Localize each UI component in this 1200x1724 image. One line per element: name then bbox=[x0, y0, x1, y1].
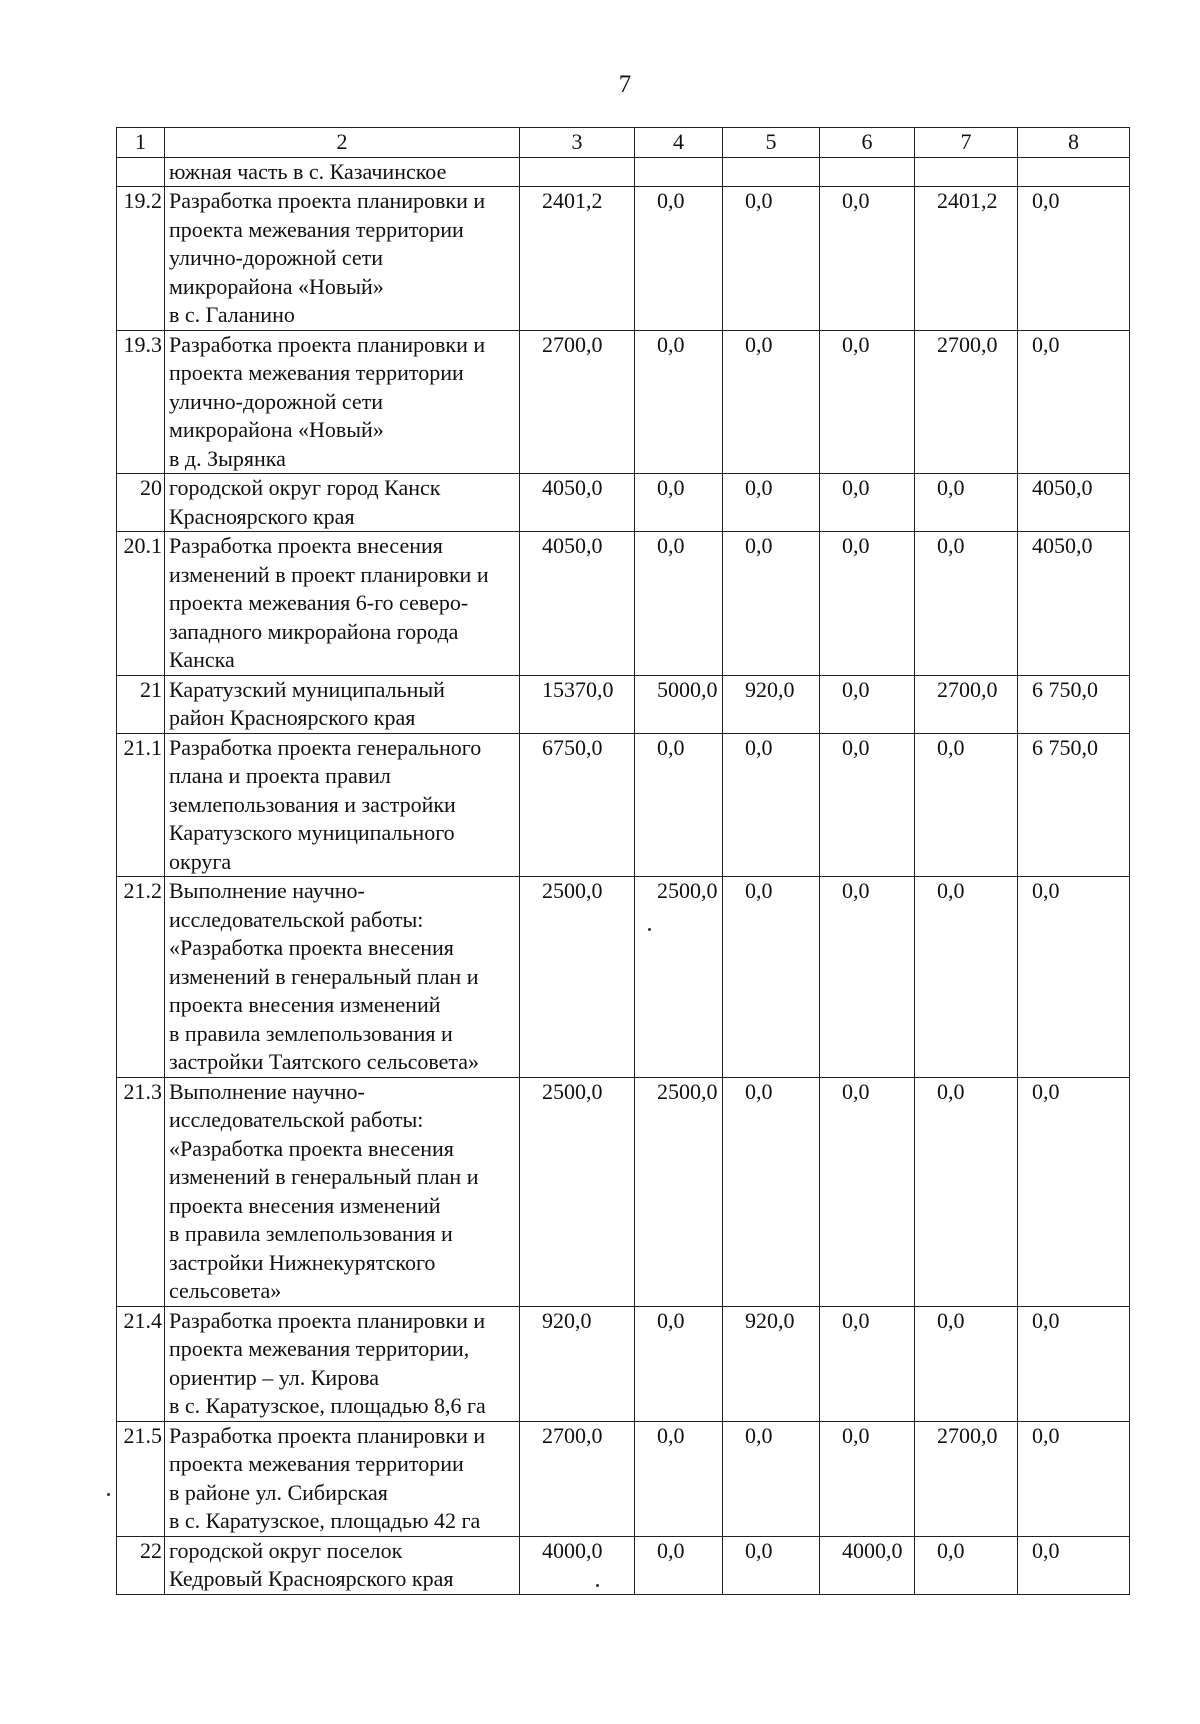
year-cell: 0,0 bbox=[820, 675, 915, 733]
description-cell: Разработка проекта планировки и проекта межевания территории в районе ул. Сибирская в с. Каратузское, площадью 42 га bbox=[165, 1421, 520, 1536]
page-number: 7 bbox=[618, 71, 632, 98]
year-cell bbox=[915, 157, 1018, 187]
table-row bbox=[117, 877, 1130, 1078]
column-header: 8 bbox=[1018, 128, 1130, 158]
total-cell: 6750,0 bbox=[520, 733, 635, 877]
year-cell: 4050,0 bbox=[1018, 474, 1130, 532]
year-cell: 0,0 bbox=[1018, 877, 1130, 1078]
table-row bbox=[117, 474, 1130, 532]
table-header-row bbox=[117, 128, 1130, 158]
year-cell: 0,0 bbox=[635, 1536, 723, 1594]
year-cell: 4050,0 bbox=[1018, 532, 1130, 676]
year-cell: 0,0 bbox=[723, 1536, 820, 1594]
year-cell: 2700,0 bbox=[915, 330, 1018, 474]
year-cell: 0,0 bbox=[723, 474, 820, 532]
year-cell: 0,0 bbox=[820, 1306, 915, 1421]
year-cell: 0,0 bbox=[915, 1536, 1018, 1594]
year-cell: 0,0 bbox=[723, 733, 820, 877]
year-cell: 0,0 bbox=[723, 1077, 820, 1306]
total-cell bbox=[520, 157, 635, 187]
column-header: 7 bbox=[915, 128, 1018, 158]
year-cell: 0,0 bbox=[915, 532, 1018, 676]
year-cell bbox=[820, 157, 915, 187]
year-cell: 0,0 bbox=[1018, 330, 1130, 474]
description-cell: Разработка проекта внесения изменений в проект планировки и проекта межевания 6-го северо- западного микрорайона города Канска bbox=[165, 532, 520, 676]
table-row bbox=[117, 532, 1130, 676]
description-cell: Разработка проекта планировки и проекта межевания территории улично-дорожной сети микрорайона «Новый» в д. Зырянка bbox=[165, 330, 520, 474]
year-cell: 0,0 bbox=[1018, 1077, 1130, 1306]
year-cell: 0,0 bbox=[635, 1306, 723, 1421]
row-number-cell: 21.3 bbox=[117, 1077, 165, 1306]
description-cell: городской округ поселок Кедровый Красноярского края bbox=[165, 1536, 520, 1594]
table-row bbox=[117, 157, 1130, 187]
year-cell: 0,0 bbox=[1018, 1306, 1130, 1421]
year-cell: 4000,0 bbox=[820, 1536, 915, 1594]
year-cell: 0,0 bbox=[1018, 1536, 1130, 1594]
year-cell: 0,0 bbox=[820, 532, 915, 676]
column-header: 4 bbox=[635, 128, 723, 158]
description-cell: Выполнение научно- исследовательской работы: «Разработка проекта внесения изменений в генеральный план и проекта внесения изменений в правила землепользования и застройки Таятского сельсовета» bbox=[165, 877, 520, 1078]
description-cell: Разработка проекта планировки и проекта межевания территории улично-дорожной сети микрорайона «Новый» в с. Галанино bbox=[165, 187, 520, 331]
year-cell: 0,0 bbox=[820, 733, 915, 877]
year-cell: 0,0 bbox=[635, 474, 723, 532]
year-cell: 0,0 bbox=[723, 187, 820, 331]
year-cell: 920,0 bbox=[723, 1306, 820, 1421]
total-cell: 4000,0 bbox=[520, 1536, 635, 1594]
table-row bbox=[117, 1306, 1130, 1421]
year-cell: 0,0 bbox=[915, 877, 1018, 1078]
row-number-cell: 21.2 bbox=[117, 877, 165, 1078]
year-cell: 6 750,0 bbox=[1018, 733, 1130, 877]
year-cell: 920,0 bbox=[723, 675, 820, 733]
total-cell: 2700,0 bbox=[520, 330, 635, 474]
total-cell: 2500,0 bbox=[520, 877, 635, 1078]
total-cell: 4050,0 bbox=[520, 474, 635, 532]
year-cell: 2401,2 bbox=[915, 187, 1018, 331]
year-cell: 0,0 bbox=[820, 1421, 915, 1536]
total-cell: 920,0 bbox=[520, 1306, 635, 1421]
row-number-cell: 19.2 bbox=[117, 187, 165, 331]
total-cell: 2700,0 bbox=[520, 1421, 635, 1536]
row-number-cell: 20 bbox=[117, 474, 165, 532]
year-cell: 0,0 bbox=[635, 1421, 723, 1536]
row-number-cell: 20.1 bbox=[117, 532, 165, 676]
year-cell: 0,0 bbox=[723, 877, 820, 1078]
table-row bbox=[117, 733, 1130, 877]
year-cell: 2700,0 bbox=[915, 1421, 1018, 1536]
total-cell: 4050,0 bbox=[520, 532, 635, 676]
year-cell: 6 750,0 bbox=[1018, 675, 1130, 733]
year-cell: 0,0 bbox=[1018, 187, 1130, 331]
row-number-cell: 21 bbox=[117, 675, 165, 733]
year-cell: 2500,0 bbox=[635, 1077, 723, 1306]
description-cell: Выполнение научно- исследовательской работы: «Разработка проекта внесения изменений в генеральный план и проекта внесения изменений в правила землепользования и застройки Нижнекурятского сельсовета» bbox=[165, 1077, 520, 1306]
year-cell: 2500,0 bbox=[635, 877, 723, 1078]
description-cell: городской округ город Канск Красноярского края bbox=[165, 474, 520, 532]
year-cell: 0,0 bbox=[915, 733, 1018, 877]
row-number-cell: 21.4 bbox=[117, 1306, 165, 1421]
year-cell: 0,0 bbox=[635, 733, 723, 877]
year-cell: 0,0 bbox=[915, 1077, 1018, 1306]
year-cell: 0,0 bbox=[820, 474, 915, 532]
description-cell: Каратузский муниципальный район Красноярского края bbox=[165, 675, 520, 733]
year-cell bbox=[723, 157, 820, 187]
table-row bbox=[117, 1077, 1130, 1306]
year-cell: 0,0 bbox=[723, 532, 820, 676]
column-header: 1 bbox=[117, 128, 165, 158]
description-cell: южная часть в с. Казачинское bbox=[165, 157, 520, 187]
row-number-cell: 19.3 bbox=[117, 330, 165, 474]
year-cell: 0,0 bbox=[915, 474, 1018, 532]
table-row bbox=[117, 187, 1130, 331]
table-row bbox=[117, 330, 1130, 474]
scan-speck bbox=[596, 1584, 599, 1587]
row-number-cell: 21.1 bbox=[117, 733, 165, 877]
year-cell: 0,0 bbox=[820, 1077, 915, 1306]
year-cell: 0,0 bbox=[1018, 1421, 1130, 1536]
column-header: 6 bbox=[820, 128, 915, 158]
total-cell: 15370,0 bbox=[520, 675, 635, 733]
column-header: 5 bbox=[723, 128, 820, 158]
year-cell: 0,0 bbox=[635, 330, 723, 474]
year-cell bbox=[635, 157, 723, 187]
year-cell: 2700,0 bbox=[915, 675, 1018, 733]
year-cell bbox=[1018, 157, 1130, 187]
year-cell: 0,0 bbox=[820, 877, 915, 1078]
year-cell: 0,0 bbox=[915, 1306, 1018, 1421]
year-cell: 0,0 bbox=[723, 330, 820, 474]
budget-table bbox=[116, 127, 1130, 1595]
description-cell: Разработка проекта планировки и проекта межевания территории, ориентир – ул. Кирова в с. Каратузское, площадью 8,6 га bbox=[165, 1306, 520, 1421]
row-number-cell bbox=[117, 157, 165, 187]
table-row bbox=[117, 1421, 1130, 1536]
scan-speck bbox=[648, 928, 651, 931]
table-row bbox=[117, 675, 1130, 733]
column-header: 3 bbox=[520, 128, 635, 158]
year-cell: 0,0 bbox=[635, 187, 723, 331]
year-cell: 0,0 bbox=[820, 330, 915, 474]
year-cell: 0,0 bbox=[820, 187, 915, 331]
total-cell: 2401,2 bbox=[520, 187, 635, 331]
year-cell: 5000,0 bbox=[635, 675, 723, 733]
year-cell: 0,0 bbox=[635, 532, 723, 676]
row-number-cell: 21.5 bbox=[117, 1421, 165, 1536]
scan-speck bbox=[107, 1493, 110, 1496]
column-header: 2 bbox=[165, 128, 520, 158]
row-number-cell: 22 bbox=[117, 1536, 165, 1594]
year-cell: 0,0 bbox=[723, 1421, 820, 1536]
table-row bbox=[117, 1536, 1130, 1594]
total-cell: 2500,0 bbox=[520, 1077, 635, 1306]
description-cell: Разработка проекта генерального плана и проекта правил землепользования и застройки Каратузского муниципального округа bbox=[165, 733, 520, 877]
